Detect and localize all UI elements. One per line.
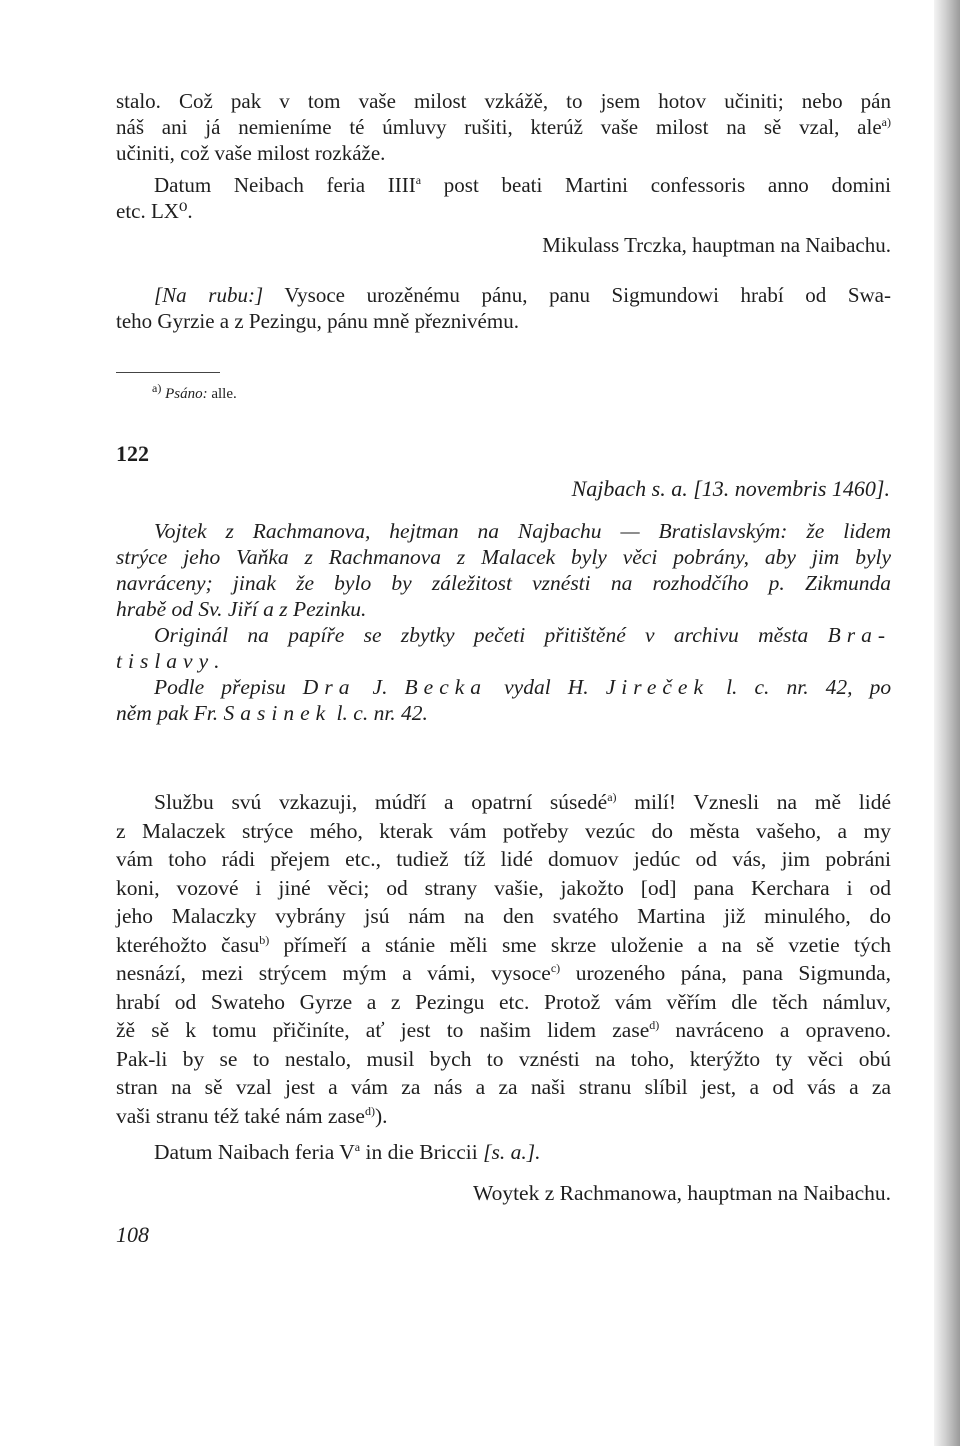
- page-number: 108: [116, 1222, 149, 1247]
- regest-line: strýce jeho Vaňka z Rachmanova z Malacek byly věci pobrány, aby jim byly: [116, 545, 891, 569]
- edition-note-line-2: něm pak Fr. Sasinek l. c. nr. 42.: [116, 701, 428, 725]
- letter-line: stran na sě vzal jest a vám za nás a za naši stranu slíbil jest, a od vás a za: [116, 1075, 891, 1099]
- letter-line: jeho Malaczky vybrány jsú nám na den svatého Martina již minulého, do: [116, 904, 891, 928]
- letter-line: koni, vozové i jiné věci; od strany vašie, jakožto [od] pana Kerchara i od: [116, 875, 891, 900]
- datum-line-2: etc. LX⁰.: [116, 199, 193, 223]
- letter-datum: Datum Naibach feria $V^a$ in die Briccii [s. a.].: [154, 1139, 541, 1164]
- letter-signature: Woytek z Rachmanowa, hauptman na Naibachu.: [473, 1180, 891, 1205]
- page-edge-shadow: [934, 0, 960, 1446]
- footnote-rule: [116, 372, 220, 373]
- previous-document-text: [116, 88, 891, 334]
- regest-line: Vojtek z Rachmanova, hejtman na Najbachu — Bratislavským: že lidem: [154, 519, 891, 543]
- source-note-line-2: tislavy.: [116, 649, 220, 673]
- signature: Mikulass Trczka, hauptman na Naibachu.: [542, 233, 891, 257]
- letter-body: [116, 788, 891, 1207]
- source-note: Originál na papíře se zbytky pečeti přitištěné v archivu města Bra-: [154, 623, 891, 647]
- edition-note: Podle přepisu Dra J. Becka vydal H. Jireček l. c. nr. 42, po: [154, 675, 892, 699]
- regest-line: hrabě od Sv. Jiří a z Pezinku.: [116, 597, 367, 621]
- letter-line: nesnází, mezi strýcem mým a vámi, vysoce$^{c)}$ urozeného pána, pana Sigmunda,: [116, 960, 892, 985]
- letter-line: žě sě k tomu přičiníte, ať jest to našim lidem zase$^{d)}$ navráceno a opraveno.: [116, 1017, 891, 1042]
- letter-line: z Malaczek strýce mého, kterak vám potřeby vezúc do města vašeho, a my: [116, 818, 891, 843]
- letter-line: vaši stranu též také nám zase$^{d)}$).: [116, 1103, 388, 1128]
- dorsal-note: [Na rubu:] Vysoce urozěnému pánu, panu Sigmundowi hrabí od Swa-: [154, 283, 891, 307]
- letter-line: Službu svú vzkazuji, múdří a opatrní súsedé$^{a)}$ milí! Vznesli na mě lidé: [154, 789, 891, 814]
- dorsal-note-line-2: teho Gyrzie a z Pezingu, pánu mně přeznivému.: [116, 309, 519, 333]
- letter-line: vám toho rádi přejem etc., tudiež tíž lidé domuov jedúc od vás, jim pobráni: [116, 847, 891, 871]
- text-line: stalo. Což pak v tom vaše milost vzkážě, to jsem hotov učiniti; nebo pán: [116, 89, 891, 113]
- footnote: $^{a)}$ Psáno: alle.: [152, 381, 237, 402]
- document-date: Najbach s. a. [13. novembris 1460].: [571, 476, 890, 501]
- footnote-marker: a): [881, 115, 891, 129]
- letter-line: hrabí od Swateho Gyrze a z Pezingu etc. Protož vám věřím dle těch námluv,: [116, 989, 891, 1014]
- text-line: učiniti, což vaše milost rozkáže.: [116, 141, 386, 165]
- letter-line: kteréhožto času$^{b)}$ přímeří a stánie měli sme skrze uloženie a na sě vzetie tých: [116, 932, 892, 957]
- datum-line: Datum Neibach feria IIII$^a$ post beati Martini confessoris anno domini: [154, 173, 891, 197]
- regest-line: navráceny; jinak že bylo by záležitost vznésti na rozhodčího p. Zikmunda: [116, 571, 891, 595]
- document-number: 122: [116, 441, 149, 466]
- text-line: náš ani já nemieníme té úmluvy rušiti, kterúž vaše milost na sě vzal, ale$^{a)}$: [116, 115, 891, 139]
- regest: [116, 518, 891, 726]
- letter-line: Pak-li by se to nestalo, musil bych to vznésti na toho, kterýžto ty věci obú: [116, 1046, 891, 1071]
